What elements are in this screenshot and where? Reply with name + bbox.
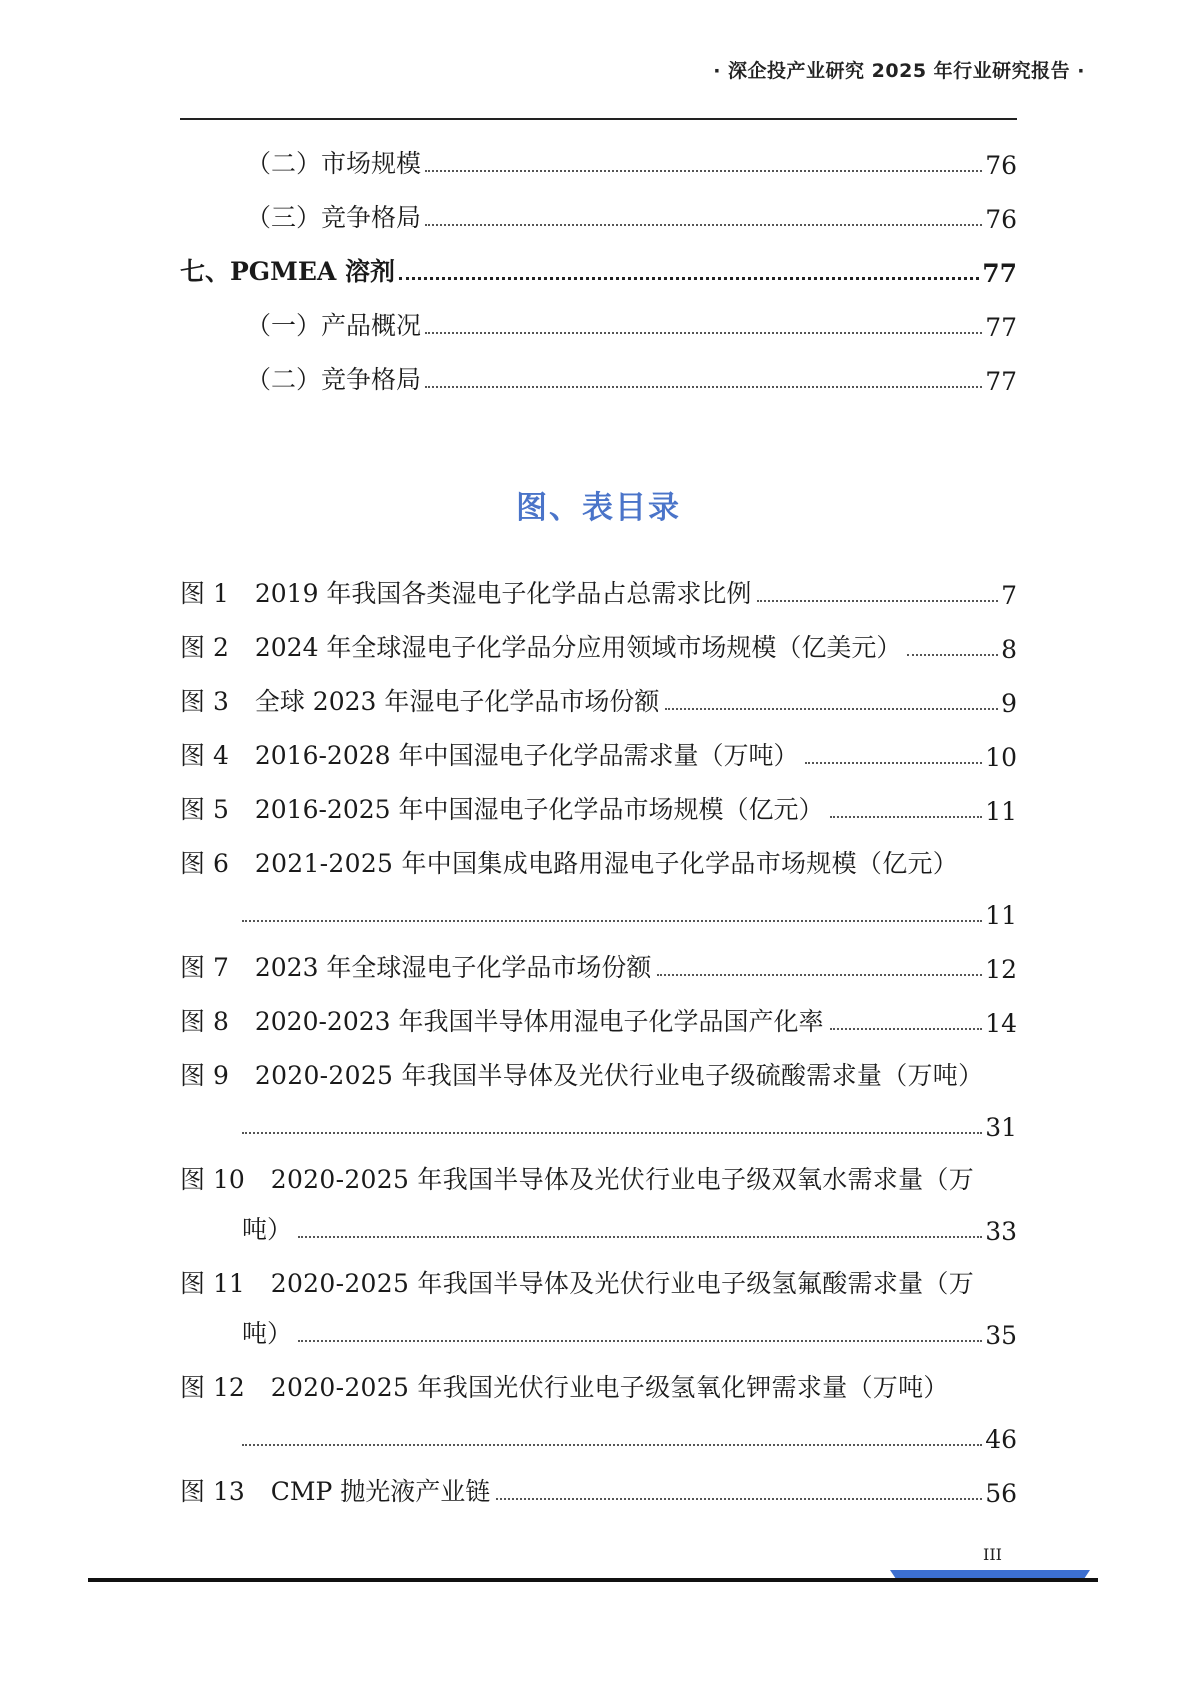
header-rule — [180, 118, 1017, 120]
figure-title: 2020-2025 年我国光伏行业电子级氢氧化钾需求量（万吨） — [270, 1373, 949, 1402]
toc-entry-label: （二）市场规模 — [246, 149, 422, 178]
toc-entry[interactable] — [180, 126, 1017, 180]
figures-list-title: 图、表目录 — [516, 490, 681, 526]
figure-number: 图 8 — [180, 1007, 229, 1036]
figure-page: 33 — [985, 1217, 1017, 1246]
toc-entry-page: 76 — [985, 205, 1017, 234]
dot-leader — [757, 600, 998, 602]
dot-leader — [907, 654, 998, 656]
figure-page: 31 — [985, 1113, 1017, 1142]
figure-number: 图 4 — [180, 741, 229, 770]
toc-entry[interactable] — [180, 180, 1017, 234]
dot-leader — [242, 1444, 982, 1446]
figure-title: 2019 年我国各类湿电子化学品占总需求比例 — [254, 579, 752, 608]
figure-entry[interactable] — [180, 930, 1017, 984]
figure-title: 2016-2028 年中国湿电子化学品需求量（万吨） — [254, 741, 799, 770]
figure-entry[interactable] — [180, 664, 1017, 718]
figure-entry[interactable] — [180, 556, 1017, 610]
figure-page: 8 — [1001, 635, 1017, 664]
figure-number: 图 1 — [180, 579, 229, 608]
figure-number: 图 10 — [180, 1165, 245, 1194]
figure-entry[interactable] — [180, 1142, 1017, 1246]
dot-leader — [830, 816, 983, 818]
figure-title: 2024 年全球湿电子化学品分应用领域市场规模（亿美元） — [254, 633, 902, 662]
figure-page: 14 — [985, 1009, 1017, 1038]
figure-number: 图 6 — [180, 849, 229, 878]
figures-list — [180, 556, 1017, 1508]
figure-number: 图 2 — [180, 633, 229, 662]
dot-leader — [496, 1498, 982, 1500]
dot-leader — [242, 920, 982, 922]
figure-entry[interactable] — [180, 984, 1017, 1038]
toc-entry-page: 77 — [985, 313, 1017, 342]
figure-entry[interactable] — [180, 1454, 1017, 1508]
figure-title-continued: 吨） — [242, 1215, 293, 1244]
dot-leader — [425, 224, 982, 226]
toc-entry-label: 七、PGMEA 溶剂 — [180, 257, 395, 286]
figure-title: 2020-2025 年我国半导体及光伏行业电子级氢氟酸需求量（万 — [270, 1269, 975, 1298]
figure-entry[interactable] — [180, 1038, 1017, 1142]
toc-entry-page: 76 — [985, 151, 1017, 180]
figure-number: 图 3 — [180, 687, 229, 716]
figure-page: 10 — [985, 743, 1017, 772]
figure-page: 11 — [985, 797, 1017, 826]
figure-entry[interactable] — [180, 772, 1017, 826]
figure-number: 图 13 — [180, 1477, 245, 1506]
figure-title: 2020-2023 年我国半导体用湿电子化学品国产化率 — [254, 1007, 824, 1036]
figure-number: 图 7 — [180, 953, 229, 982]
figure-page: 35 — [985, 1321, 1017, 1350]
figure-page: 7 — [1001, 581, 1017, 610]
dot-leader — [665, 708, 998, 710]
dot-leader — [830, 1028, 983, 1030]
figure-title: 2020-2025 年我国半导体及光伏行业电子级双氧水需求量（万 — [270, 1165, 975, 1194]
figure-page: 46 — [985, 1425, 1017, 1454]
dot-leader — [399, 277, 979, 280]
figure-number: 图 5 — [180, 795, 229, 824]
dot-leader — [298, 1236, 982, 1238]
figure-title-continued: 吨） — [242, 1319, 293, 1348]
footer-rule — [88, 1578, 1098, 1582]
toc-entry-label: （二）竞争格局 — [246, 365, 422, 394]
figure-entry[interactable] — [180, 610, 1017, 664]
toc-entry[interactable] — [180, 342, 1017, 396]
toc-chapter-entry[interactable] — [180, 234, 1017, 288]
figure-page: 12 — [985, 955, 1017, 984]
figure-entry[interactable] — [180, 718, 1017, 772]
toc-entry-label: （三）竞争格局 — [246, 203, 422, 232]
figure-title: 2023 年全球湿电子化学品市场份额 — [254, 953, 652, 982]
toc-list — [180, 126, 1017, 396]
toc-entry-page: 77 — [982, 259, 1017, 288]
figure-entry[interactable] — [180, 1350, 1017, 1454]
page-number: III — [983, 1545, 1002, 1564]
figure-entry[interactable] — [180, 1246, 1017, 1350]
dot-leader — [298, 1340, 982, 1342]
figure-title: 2016-2025 年中国湿电子化学品市场规模（亿元） — [254, 795, 824, 824]
dot-leader — [425, 170, 982, 172]
figure-page: 9 — [1001, 689, 1017, 718]
figure-title: 全球 2023 年湿电子化学品市场份额 — [254, 687, 660, 716]
dot-leader — [425, 332, 982, 334]
dot-leader — [425, 386, 982, 388]
toc-entry-label: （一）产品概况 — [246, 311, 422, 340]
figure-page: 11 — [985, 901, 1017, 930]
dot-leader — [657, 974, 982, 976]
toc-entry[interactable] — [180, 288, 1017, 342]
dot-leader — [805, 762, 983, 764]
figure-title: CMP 抛光液产业链 — [270, 1477, 491, 1506]
figure-title: 2020-2025 年我国半导体及光伏行业电子级硫酸需求量（万吨） — [254, 1061, 984, 1090]
figure-entry[interactable] — [180, 826, 1017, 930]
figure-number: 图 12 — [180, 1373, 245, 1402]
figure-number: 图 9 — [180, 1061, 229, 1090]
figure-page: 56 — [985, 1479, 1017, 1508]
figure-title: 2021-2025 年中国集成电路用湿电子化学品市场规模（亿元） — [254, 849, 959, 878]
figure-number: 图 11 — [180, 1269, 245, 1298]
dot-leader — [242, 1132, 982, 1134]
page-header: · 深企投产业研究 2025 年行业研究报告 · — [713, 60, 1085, 82]
toc-entry-page: 77 — [985, 367, 1017, 396]
